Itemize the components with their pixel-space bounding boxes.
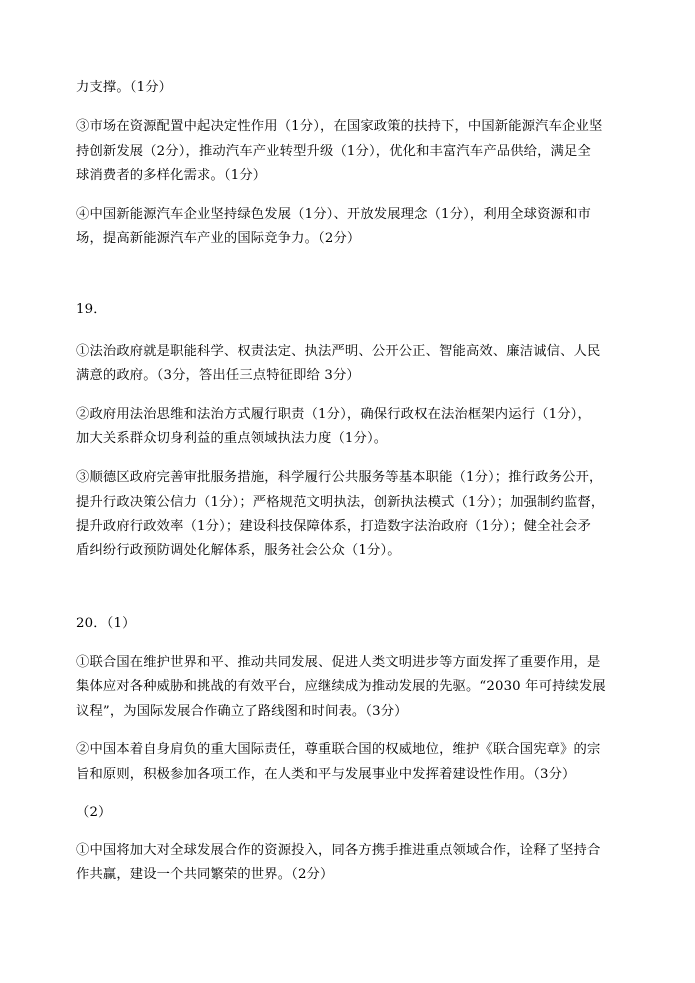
question-number-19: 19． xyxy=(76,302,107,317)
text-line: ②中国本着自身肩负的重大国际责任，尊重联合国的权威地位，维护《联合国宪章》的宗 xyxy=(76,742,601,757)
text-line: 力支撑。（1分） xyxy=(76,80,173,95)
text-line: 作共赢，建设一个共同繁荣的世界。（2分） xyxy=(76,867,334,882)
text-line: 满意的政府。（3分，答出任三点特征即给 3分） xyxy=(76,368,360,383)
text-line: 球消费者的多样化需求。（1分） xyxy=(76,168,267,183)
text-line: 提升行政决策公信力（1分）；严格规范文明执法，创新执法模式（1分）；加强制约监督， xyxy=(76,495,605,510)
text-line: 议程”，为国际发展合作确立了路线图和时间表。（3分） xyxy=(76,704,408,719)
text-line: 旨和原则，积极参加各项工作，在人类和平与发展事业中发挥着建设性作用。（3分） xyxy=(76,767,576,782)
text-line: 集体应对各种威胁和挑战的有效平台，应继续成为推动发展的先驱。“2030 年可持续发展 xyxy=(76,679,606,694)
text-line: ①法治政府就是职能科学、权责法定、执法严明、公开公正、智能高效、廉洁诚信、人民 xyxy=(76,344,601,359)
text-line: ①联合国在维护世界和平、推动共同发展、促进人类文明进步等方面发挥了重要作用，是 xyxy=(76,655,601,670)
question-number-20: 20．（1） xyxy=(76,616,136,631)
text-line: ③市场在资源配置中起决定性作用（1分），在国家政策的扶持下，中国新能源汽车企业坚 xyxy=(76,119,603,134)
text-line: ③顺德区政府完善审批服务措施，科学履行公共服务等基本职能（1分）；推行政务公开， xyxy=(76,470,603,485)
text-line: ④中国新能源汽车企业坚持绿色发展（1分）、开放发展理念（1分），利用全球资源和市 xyxy=(76,207,591,222)
text-line: 提升政府行政效率（1分）；建设科技保障体系，打造数字法治政府（1分）；健全社会矛 xyxy=(76,519,591,534)
text-line: 盾纠纷行政预防调处化解体系，服务社会公众（1分）。 xyxy=(76,543,401,558)
text-line: 持创新发展（2分），推动汽车产业转型升级（1分），优化和丰富汽车产品供给，满足全 xyxy=(76,144,591,159)
text-line: ②政府用法治思维和法治方式履行职责（1分），确保行政权在法治框架内运行（1分）， xyxy=(76,407,591,422)
sub-question-2: （2） xyxy=(76,805,112,820)
text-line: ①中国将加大对全球发展合作的资源投入，同各方携手推进重点领域合作，诠释了坚持合 xyxy=(76,843,601,858)
text-line: 场，提高新能源汽车产业的国际竞争力。（2分） xyxy=(76,231,361,246)
text-line: 加大关系群众切身利益的重点领域执法力度（1分）。 xyxy=(76,431,388,446)
